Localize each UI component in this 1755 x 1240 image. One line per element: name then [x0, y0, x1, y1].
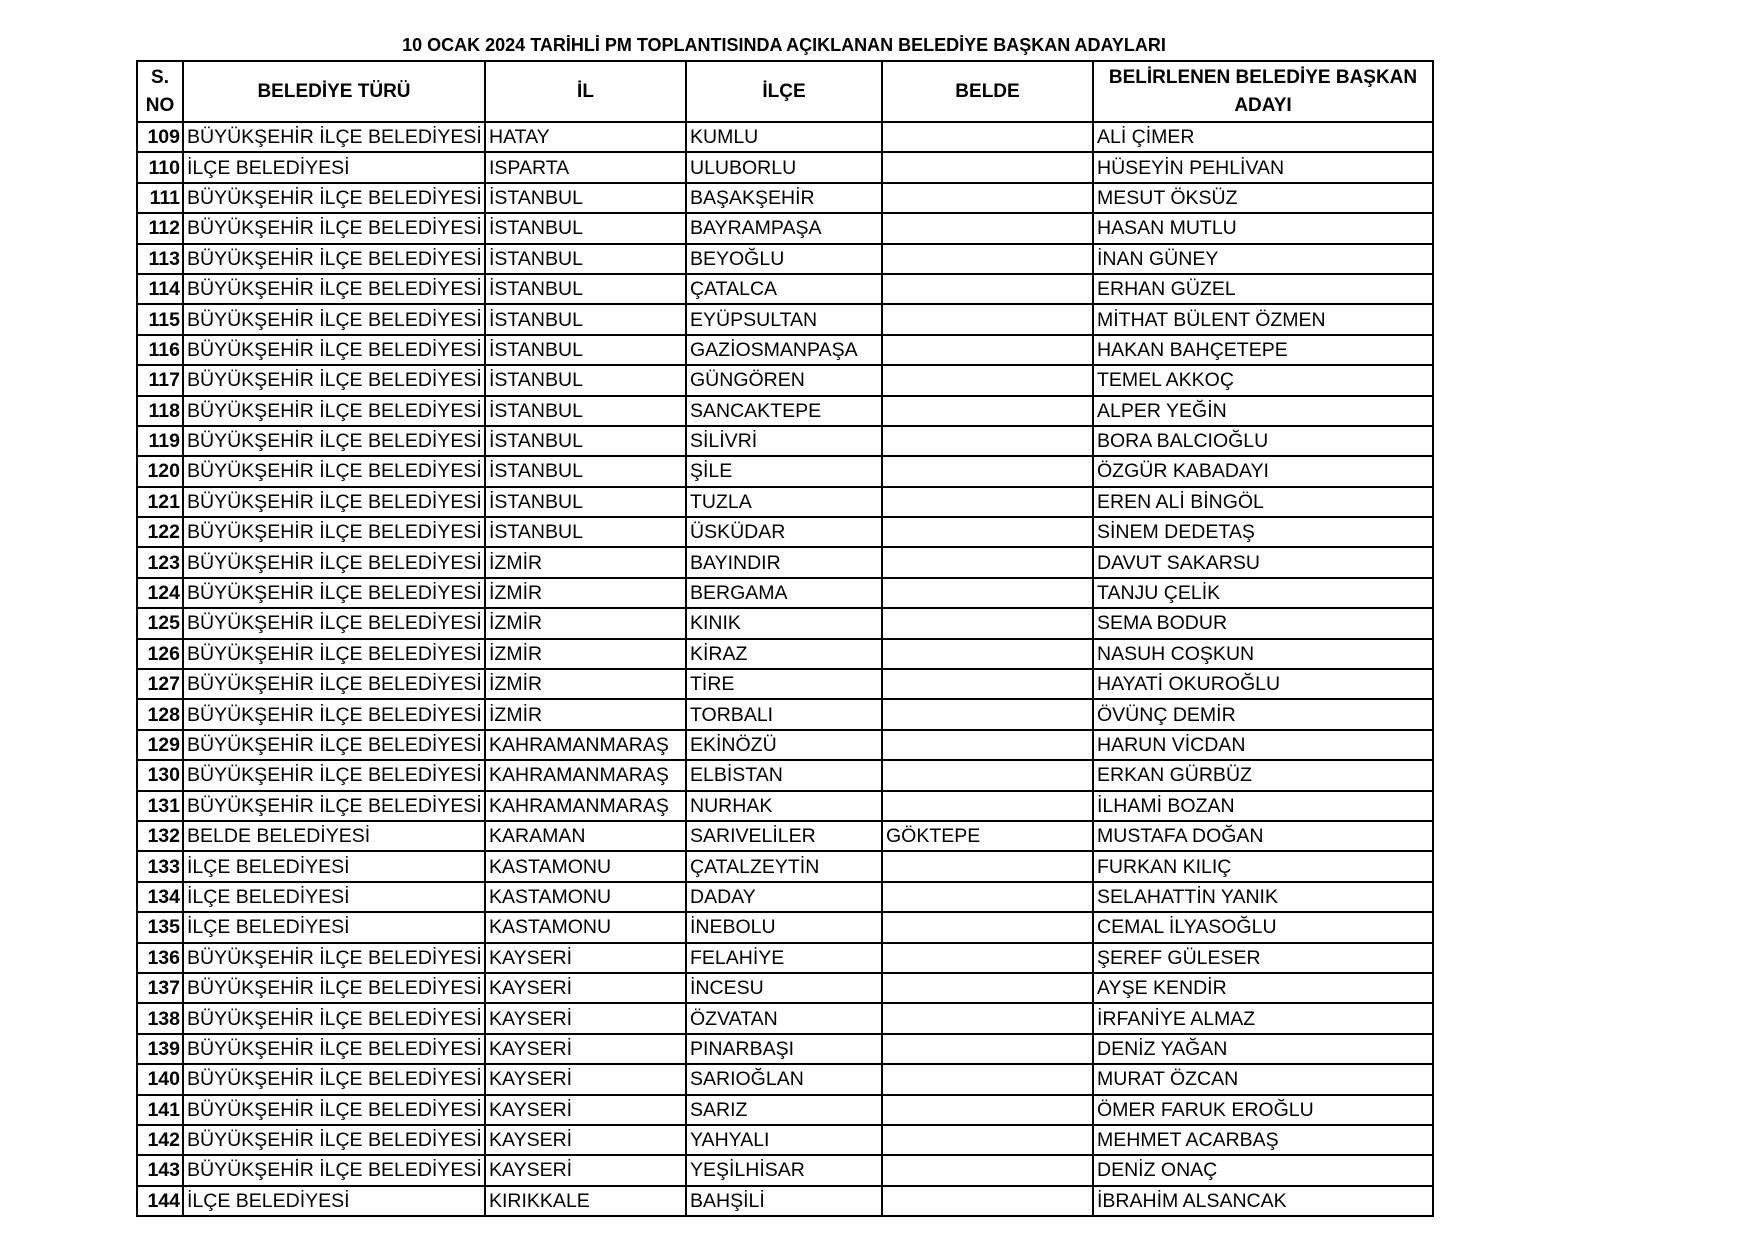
table-row [137, 1095, 1433, 1125]
row-number: 120 [137, 456, 183, 486]
district: İNEBOLU [686, 912, 882, 942]
town [882, 578, 1093, 608]
province: KAYSERİ [485, 1155, 686, 1185]
province: İSTANBUL [485, 456, 686, 486]
province: İSTANBUL [485, 335, 686, 365]
municipality-type: BÜYÜKŞEHİR İLÇE BELEDİYESİ [183, 244, 485, 274]
town [882, 1186, 1093, 1216]
candidate-name: MEHMET ACARBAŞ [1093, 1125, 1433, 1155]
province: KAYSERİ [485, 973, 686, 1003]
candidate-name: İBRAHİM ALSANCAK [1093, 1186, 1433, 1216]
town [882, 973, 1093, 1003]
row-number: 110 [137, 152, 183, 182]
row-number: 118 [137, 396, 183, 426]
district: BERGAMA [686, 578, 882, 608]
municipality-type: BÜYÜKŞEHİR İLÇE BELEDİYESİ [183, 426, 485, 456]
table-row [137, 487, 1433, 517]
town [882, 912, 1093, 942]
candidate-name: AYŞE KENDİR [1093, 973, 1433, 1003]
column-header-il: İL [485, 61, 686, 122]
table-row [137, 791, 1433, 821]
town [882, 851, 1093, 881]
candidate-name: DAVUT SAKARSU [1093, 547, 1433, 577]
town: GÖKTEPE [882, 821, 1093, 851]
row-number: 114 [137, 274, 183, 304]
municipality-type: İLÇE BELEDİYESİ [183, 912, 485, 942]
table-body [137, 122, 1433, 1216]
province: İSTANBUL [485, 517, 686, 547]
municipality-type: BÜYÜKŞEHİR İLÇE BELEDİYESİ [183, 547, 485, 577]
table-row [137, 639, 1433, 669]
town [882, 456, 1093, 486]
table-row [137, 912, 1433, 942]
table-row [137, 183, 1433, 213]
town [882, 152, 1093, 182]
province: HATAY [485, 122, 686, 152]
district: KİRAZ [686, 639, 882, 669]
candidates-table [136, 60, 1434, 1217]
row-number: 113 [137, 244, 183, 274]
row-number: 112 [137, 213, 183, 243]
table-row [137, 973, 1433, 1003]
municipality-type: BÜYÜKŞEHİR İLÇE BELEDİYESİ [183, 943, 485, 973]
row-number: 121 [137, 487, 183, 517]
town [882, 639, 1093, 669]
table-header [137, 61, 1433, 122]
district: BEYOĞLU [686, 244, 882, 274]
district: SARIOĞLAN [686, 1064, 882, 1094]
town [882, 426, 1093, 456]
candidate-name: HAKAN BAHÇETEPE [1093, 335, 1433, 365]
table-row [137, 1034, 1433, 1064]
district: GAZİOSMANPAŞA [686, 335, 882, 365]
document-title: 10 OCAK 2024 TARİHLİ PM TOPLANTISINDA AÇIKLANAN BELEDİYE BAŞKAN ADAYLARI [402, 35, 1166, 55]
province: İZMİR [485, 639, 686, 669]
municipality-type: BÜYÜKŞEHİR İLÇE BELEDİYESİ [183, 639, 485, 669]
district: PINARBAŞI [686, 1034, 882, 1064]
candidate-name: ALİ ÇİMER [1093, 122, 1433, 152]
municipality-type: BÜYÜKŞEHİR İLÇE BELEDİYESİ [183, 973, 485, 1003]
district: DADAY [686, 882, 882, 912]
province: KASTAMONU [485, 851, 686, 881]
row-number: 126 [137, 639, 183, 669]
table-row [137, 1003, 1433, 1033]
table-row [137, 669, 1433, 699]
column-header-aday: BELİRLENEN BELEDİYE BAŞKAN ADAYI [1093, 61, 1433, 122]
town [882, 1034, 1093, 1064]
municipality-type: BÜYÜKŞEHİR İLÇE BELEDİYESİ [183, 122, 485, 152]
town [882, 1095, 1093, 1125]
candidate-name: İRFANİYE ALMAZ [1093, 1003, 1433, 1033]
municipality-type: İLÇE BELEDİYESİ [183, 882, 485, 912]
candidate-name: TEMEL AKKOÇ [1093, 365, 1433, 395]
row-number: 137 [137, 973, 183, 1003]
district: NURHAK [686, 791, 882, 821]
district: SARIZ [686, 1095, 882, 1125]
municipality-type: İLÇE BELEDİYESİ [183, 851, 485, 881]
province: İSTANBUL [485, 213, 686, 243]
municipality-type: BÜYÜKŞEHİR İLÇE BELEDİYESİ [183, 669, 485, 699]
municipality-type: BÜYÜKŞEHİR İLÇE BELEDİYESİ [183, 1125, 485, 1155]
municipality-type: BÜYÜKŞEHİR İLÇE BELEDİYESİ [183, 1064, 485, 1094]
table-row [137, 274, 1433, 304]
district: TİRE [686, 669, 882, 699]
district: YAHYALI [686, 1125, 882, 1155]
candidate-name: SİNEM DEDETAŞ [1093, 517, 1433, 547]
table-row [137, 1064, 1433, 1094]
row-number: 135 [137, 912, 183, 942]
district: SİLİVRİ [686, 426, 882, 456]
municipality-type: BÜYÜKŞEHİR İLÇE BELEDİYESİ [183, 365, 485, 395]
municipality-type: BÜYÜKŞEHİR İLÇE BELEDİYESİ [183, 487, 485, 517]
province: İSTANBUL [485, 487, 686, 517]
district: KINIK [686, 608, 882, 638]
table-row [137, 730, 1433, 760]
town [882, 882, 1093, 912]
district: ÜSKÜDAR [686, 517, 882, 547]
table-row [137, 122, 1433, 152]
table-row [137, 152, 1433, 182]
row-number: 124 [137, 578, 183, 608]
table-row [137, 213, 1433, 243]
town [882, 608, 1093, 638]
candidate-name: İNAN GÜNEY [1093, 244, 1433, 274]
row-number: 141 [137, 1095, 183, 1125]
candidate-name: ERKAN GÜRBÜZ [1093, 760, 1433, 790]
table-row [137, 1125, 1433, 1155]
candidate-name: EREN ALİ BİNGÖL [1093, 487, 1433, 517]
column-header-type: BELEDİYE TÜRÜ [183, 61, 485, 122]
row-number: 129 [137, 730, 183, 760]
row-number: 133 [137, 851, 183, 881]
town [882, 943, 1093, 973]
candidate-name: DENİZ ONAÇ [1093, 1155, 1433, 1185]
province: KAHRAMANMARAŞ [485, 760, 686, 790]
district: ELBİSTAN [686, 760, 882, 790]
town [882, 244, 1093, 274]
province: KAYSERİ [485, 1034, 686, 1064]
row-number: 116 [137, 335, 183, 365]
town [882, 1125, 1093, 1155]
province: KAHRAMANMARAŞ [485, 791, 686, 821]
municipality-type: BÜYÜKŞEHİR İLÇE BELEDİYESİ [183, 1003, 485, 1033]
district: KUMLU [686, 122, 882, 152]
district: GÜNGÖREN [686, 365, 882, 395]
province: İSTANBUL [485, 183, 686, 213]
table-row [137, 1155, 1433, 1185]
province: İSTANBUL [485, 244, 686, 274]
row-number: 142 [137, 1125, 183, 1155]
district: ÇATALCA [686, 274, 882, 304]
candidate-name: ŞEREF GÜLESER [1093, 943, 1433, 973]
row-number: 123 [137, 547, 183, 577]
province: İZMİR [485, 669, 686, 699]
candidate-name: HARUN VİCDAN [1093, 730, 1433, 760]
district: ÇATALZEYTİN [686, 851, 882, 881]
province: İZMİR [485, 547, 686, 577]
row-number: 143 [137, 1155, 183, 1185]
table-row [137, 699, 1433, 729]
town [882, 547, 1093, 577]
province: KAYSERİ [485, 1003, 686, 1033]
row-number: 134 [137, 882, 183, 912]
municipality-type: BÜYÜKŞEHİR İLÇE BELEDİYESİ [183, 1095, 485, 1125]
province: İSTANBUL [485, 274, 686, 304]
municipality-type: BÜYÜKŞEHİR İLÇE BELEDİYESİ [183, 335, 485, 365]
row-number: 136 [137, 943, 183, 973]
row-number: 140 [137, 1064, 183, 1094]
candidate-name: TANJU ÇELİK [1093, 578, 1433, 608]
candidate-name: DENİZ YAĞAN [1093, 1034, 1433, 1064]
district: SARIVELİLER [686, 821, 882, 851]
district: TUZLA [686, 487, 882, 517]
row-number: 132 [137, 821, 183, 851]
town [882, 1003, 1093, 1033]
district: BAYINDIR [686, 547, 882, 577]
town [882, 791, 1093, 821]
town [882, 669, 1093, 699]
municipality-type: BÜYÜKŞEHİR İLÇE BELEDİYESİ [183, 183, 485, 213]
district: BAHŞİLİ [686, 1186, 882, 1216]
district: ULUBORLU [686, 152, 882, 182]
candidate-name: NASUH COŞKUN [1093, 639, 1433, 669]
candidate-name: FURKAN KILIÇ [1093, 851, 1433, 881]
province: KAYSERİ [485, 1125, 686, 1155]
candidate-name: SELAHATTİN YANIK [1093, 882, 1433, 912]
town [882, 699, 1093, 729]
header-row [137, 61, 1433, 122]
candidate-name: HÜSEYİN PEHLİVAN [1093, 152, 1433, 182]
town [882, 396, 1093, 426]
row-number: 125 [137, 608, 183, 638]
province: İSTANBUL [485, 304, 686, 334]
table-row [137, 821, 1433, 851]
table-row [137, 608, 1433, 638]
town [882, 487, 1093, 517]
table-row [137, 851, 1433, 881]
town [882, 365, 1093, 395]
row-number: 117 [137, 365, 183, 395]
column-header-ilce: İLÇE [686, 61, 882, 122]
candidate-name: SEMA BODUR [1093, 608, 1433, 638]
table-row [137, 335, 1433, 365]
table-row [137, 882, 1433, 912]
municipality-type: BÜYÜKŞEHİR İLÇE BELEDİYESİ [183, 456, 485, 486]
row-number: 119 [137, 426, 183, 456]
town [882, 213, 1093, 243]
municipality-type: BÜYÜKŞEHİR İLÇE BELEDİYESİ [183, 304, 485, 334]
municipality-type: BÜYÜKŞEHİR İLÇE BELEDİYESİ [183, 274, 485, 304]
province: İZMİR [485, 578, 686, 608]
municipality-type: BÜYÜKŞEHİR İLÇE BELEDİYESİ [183, 730, 485, 760]
district: BAŞAKŞEHİR [686, 183, 882, 213]
province: KAHRAMANMARAŞ [485, 730, 686, 760]
town [882, 122, 1093, 152]
district: FELAHİYE [686, 943, 882, 973]
province: KASTAMONU [485, 912, 686, 942]
row-number: 109 [137, 122, 183, 152]
municipality-type: BELDE BELEDİYESİ [183, 821, 485, 851]
municipality-type: BÜYÜKŞEHİR İLÇE BELEDİYESİ [183, 1034, 485, 1064]
municipality-type: BÜYÜKŞEHİR İLÇE BELEDİYESİ [183, 578, 485, 608]
district: BAYRAMPAŞA [686, 213, 882, 243]
table-row [137, 1186, 1433, 1216]
row-number: 111 [137, 183, 183, 213]
municipality-type: BÜYÜKŞEHİR İLÇE BELEDİYESİ [183, 517, 485, 547]
municipality-type: BÜYÜKŞEHİR İLÇE BELEDİYESİ [183, 699, 485, 729]
candidate-name: MURAT ÖZCAN [1093, 1064, 1433, 1094]
district: ŞİLE [686, 456, 882, 486]
row-number: 144 [137, 1186, 183, 1216]
row-number: 139 [137, 1034, 183, 1064]
district: EKİNÖZÜ [686, 730, 882, 760]
column-header-belde: BELDE [882, 61, 1093, 122]
candidate-name: MUSTAFA DOĞAN [1093, 821, 1433, 851]
row-number: 115 [137, 304, 183, 334]
candidate-name: HAYATİ OKUROĞLU [1093, 669, 1433, 699]
table-row [137, 517, 1433, 547]
municipality-type: BÜYÜKŞEHİR İLÇE BELEDİYESİ [183, 213, 485, 243]
municipality-type: BÜYÜKŞEHİR İLÇE BELEDİYESİ [183, 396, 485, 426]
district: YEŞİLHİSAR [686, 1155, 882, 1185]
municipality-type: İLÇE BELEDİYESİ [183, 152, 485, 182]
municipality-type: İLÇE BELEDİYESİ [183, 1186, 485, 1216]
municipality-type: BÜYÜKŞEHİR İLÇE BELEDİYESİ [183, 791, 485, 821]
candidate-name: HASAN MUTLU [1093, 213, 1433, 243]
row-number: 138 [137, 1003, 183, 1033]
district: EYÜPSULTAN [686, 304, 882, 334]
candidate-name: ALPER YEĞİN [1093, 396, 1433, 426]
candidate-name: İLHAMİ BOZAN [1093, 791, 1433, 821]
town [882, 1155, 1093, 1185]
candidate-name: ERHAN GÜZEL [1093, 274, 1433, 304]
column-header-no: S. NO [137, 61, 183, 122]
table-row [137, 426, 1433, 456]
province: KARAMAN [485, 821, 686, 851]
town [882, 760, 1093, 790]
town [882, 335, 1093, 365]
row-number: 127 [137, 669, 183, 699]
table-row [137, 365, 1433, 395]
province: KAYSERİ [485, 1095, 686, 1125]
row-number: 128 [137, 699, 183, 729]
candidate-name: ÖMER FARUK EROĞLU [1093, 1095, 1433, 1125]
municipality-type: BÜYÜKŞEHİR İLÇE BELEDİYESİ [183, 760, 485, 790]
province: KASTAMONU [485, 882, 686, 912]
province: KAYSERİ [485, 1064, 686, 1094]
table-row [137, 943, 1433, 973]
candidate-name: MESUT ÖKSÜZ [1093, 183, 1433, 213]
district: İNCESU [686, 973, 882, 1003]
table-row [137, 396, 1433, 426]
province: KIRIKKALE [485, 1186, 686, 1216]
province: İSTANBUL [485, 426, 686, 456]
town [882, 1064, 1093, 1094]
municipality-type: BÜYÜKŞEHİR İLÇE BELEDİYESİ [183, 1155, 485, 1185]
table-row [137, 244, 1433, 274]
district: TORBALI [686, 699, 882, 729]
row-number: 122 [137, 517, 183, 547]
province: İSTANBUL [485, 365, 686, 395]
table-row [137, 456, 1433, 486]
row-number: 131 [137, 791, 183, 821]
candidate-name: CEMAL İLYASOĞLU [1093, 912, 1433, 942]
town [882, 304, 1093, 334]
town [882, 517, 1093, 547]
table-row [137, 304, 1433, 334]
candidate-name: BORA BALCIOĞLU [1093, 426, 1433, 456]
province: İSTANBUL [485, 396, 686, 426]
town [882, 730, 1093, 760]
province: İZMİR [485, 608, 686, 638]
province: ISPARTA [485, 152, 686, 182]
town [882, 274, 1093, 304]
table-row [137, 547, 1433, 577]
candidate-name: ÖVÜNÇ DEMİR [1093, 699, 1433, 729]
table-row [137, 760, 1433, 790]
town [882, 183, 1093, 213]
municipality-type: BÜYÜKŞEHİR İLÇE BELEDİYESİ [183, 608, 485, 638]
row-number: 130 [137, 760, 183, 790]
candidate-name: MİTHAT BÜLENT ÖZMEN [1093, 304, 1433, 334]
district: SANCAKTEPE [686, 396, 882, 426]
candidate-name: ÖZGÜR KABADAYI [1093, 456, 1433, 486]
table-row [137, 578, 1433, 608]
district: ÖZVATAN [686, 1003, 882, 1033]
province: KAYSERİ [485, 943, 686, 973]
province: İZMİR [485, 699, 686, 729]
